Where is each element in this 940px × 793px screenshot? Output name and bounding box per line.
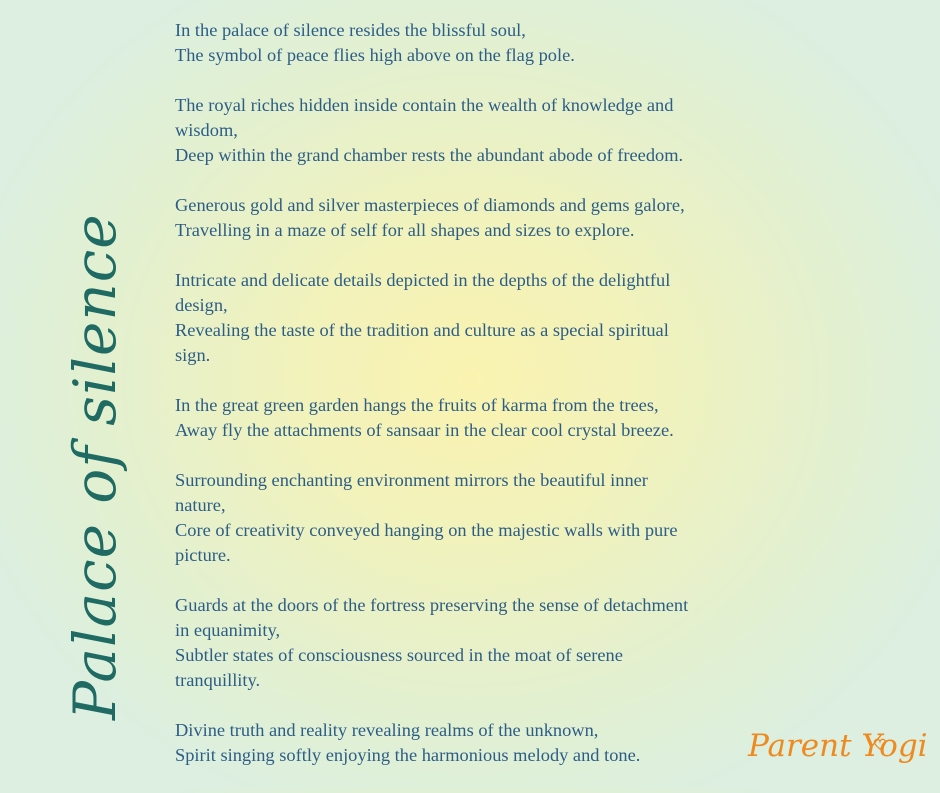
poem-line: Generous gold and silver masterpieces of diamonds and gems galore, (175, 195, 685, 215)
stanza (175, 468, 805, 568)
stanza (175, 393, 805, 443)
poem-line: Away fly the attachments of sansaar in the clear cool crystal breeze. (175, 420, 674, 440)
poem-body (175, 18, 805, 793)
poem-line: picture. (175, 545, 231, 565)
poem-line: Spirit singing softly enjoying the harmonious melody and tone. (175, 745, 641, 765)
poem-line: Deep within the grand chamber rests the abundant abode of freedom. (175, 145, 684, 165)
poem-title-wrapper (60, 213, 130, 720)
poem-line: Guards at the doors of the fortress preserving the sense of detachment (175, 595, 689, 615)
poem-line: design, (175, 295, 228, 315)
poem-line: In the great green garden hangs the fruits of karma from the trees, (175, 395, 659, 415)
poem-line: The symbol of peace flies high above on the flag pole. (175, 45, 575, 65)
poem-line: in equanimity, (175, 620, 281, 640)
poem-line: Intricate and delicate details depicted in the depths of the delightful (175, 270, 671, 290)
poem-title: Palace of silence (61, 213, 129, 720)
poem-line: Core of creativity conveyed hanging on the majestic walls with pure (175, 520, 678, 540)
stanza (175, 93, 805, 168)
poem-line: Surrounding enchanting environment mirrors the beautiful inner (175, 470, 648, 490)
brand-logo: Parent Yogi (748, 728, 928, 764)
poem-line: Subtler states of consciousness sourced in the moat of serene (175, 645, 623, 665)
poem-line: Divine truth and reality revealing realms of the unknown, (175, 720, 599, 740)
stanza (175, 593, 805, 693)
poem-line: Revealing the taste of the tradition and culture as a special spiritual (175, 320, 669, 340)
poem-line: tranquillity. (175, 670, 261, 690)
stanza (175, 718, 805, 768)
stanza (175, 193, 805, 243)
stanza (175, 18, 805, 68)
poem-line: sign. (175, 345, 211, 365)
poem-line: The royal riches hidden inside contain the wealth of knowledge and (175, 95, 674, 115)
poem-line: wisdom, (175, 120, 238, 140)
poem-line: nature, (175, 495, 226, 515)
stanza (175, 268, 805, 368)
poem-line: In the palace of silence resides the blissful soul, (175, 20, 526, 40)
heart-icon (873, 737, 887, 751)
poem-line: Travelling in a maze of self for all shapes and sizes to explore. (175, 220, 635, 240)
